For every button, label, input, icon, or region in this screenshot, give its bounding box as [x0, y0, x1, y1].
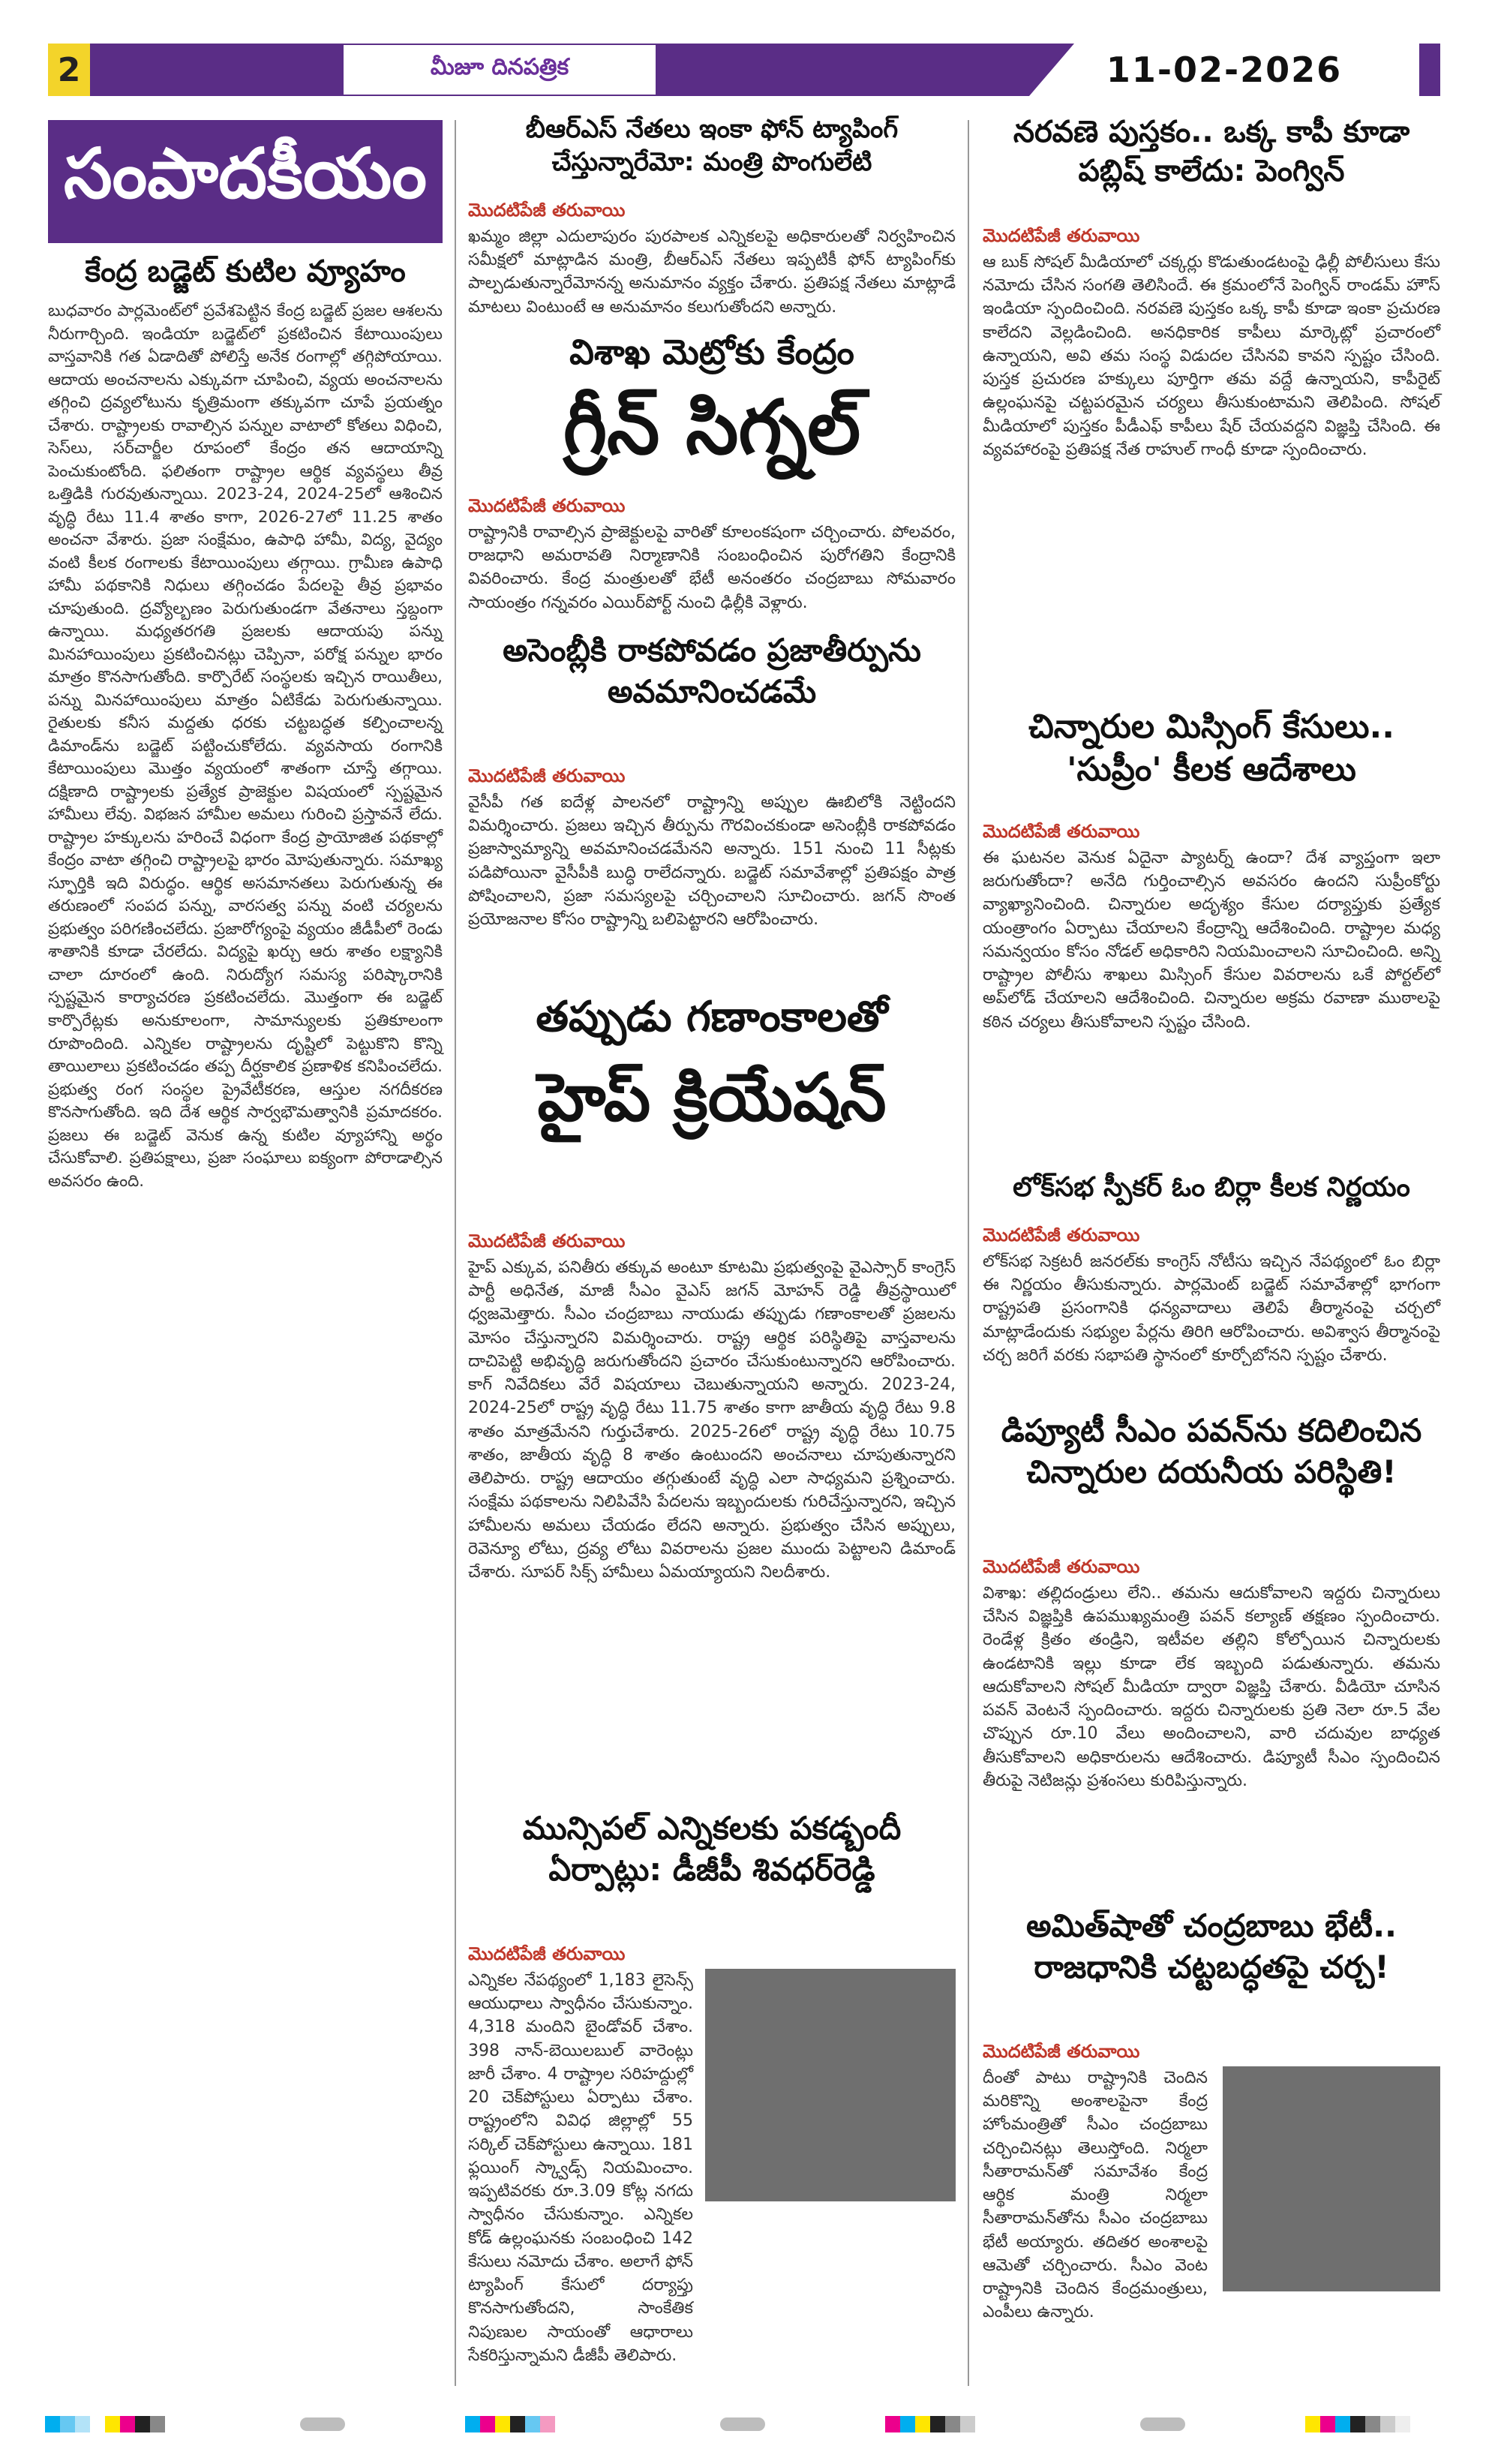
article-byline: మొదటిపేజీ తరువాయి	[468, 495, 626, 516]
editorial-body: బుధవారం పార్లమెంట్‌లో ప్రవేశపెట్టిన కేంద్ర బడ్జెట్ ప్రజల ఆశలను నీరుగార్చింది. ఇండియా బడ్జెట్‌లో ప్రకటించిన కేటాయింపులు వాస్తవానికి గత ఏడాదితో పోలిస్తే అనేక రంగాల్లో తగ్గిపోయాయి. ఆదాయ అంచనాలను ఎక్కువగా చూపించి, వ్యయ అంచనాలను తగ్గించి ద్రవ్యలోటును కృత్రిమంగా తక్కువగా చూపే ప్రయత్నం చేశారు. రాష్ట్రాలకు రావాల్సిన పన్నుల వాటాలో కోతలు విధించి, సెస్‌లు, సర్‌చార్జీల రూపంలో కేంద్రం తన ఆదాయాన్ని పెంచుకుంటోంది. ఫలితంగా రాష్ట్రాల ఆర్థిక వ్యవస్థలు తీవ్ర ఒత్తిడికి గురవుతున్నాయి. 2023-24, 2024-25లో ఆశించిన వృద్ధి రేటు 11.4 శాతం కాగా, 2026-27లో 11.25 శాతం అంచనా వేశారు. ప్రజా సంక్షేమం, ఉపాధి హామీ, విద్య, వైద్యం వంటి కీలక రంగాలకు కేటాయింపులు తగ్గాయి. గ్రామీణ ఉపాధి హామీ పథకానికి నిధులు తగ్గించడం పేదలపై తీవ్ర ప్రభావం చూపుతుంది. ద్రవ్యోల్బణం పెరుగుతుండగా వేతనాలు స్తబ్దంగా ఉన్నాయి. మధ్యతరగతి ప్రజలకు ఆదాయపు పన్ను మినహాయింపులు ప్రకటించినట్లు చెప్పినా, పరోక్ష పన్నుల భారం మాత్రం కొనసాగుతోంది. కార్పొరేట్ సంస్థలకు ఇచ్చిన రాయితీలు, పన్ను మినహాయింపులు మాత్రం ఏటికేడు పెరుగుతున్నాయి. రైతులకు కనీస మద్దతు ధరకు చట్టబద్ధత కల్పించాలన్న డిమాండ్‌ను బడ్జెట్ పట్టించుకోలేదు. వ్యవసాయ రంగానికి కేటాయింపులు మొత్తం వ్యయంలో శాతంగా చూస్తే తగ్గాయి. దక్షిణాది రాష్ట్రాలకు ప్రత్యేక ప్రాజెక్టుల విషయంలో స్పష్టమైన హామీలు లేవు. విభజన హామీల అమలు గురించి ప్రస్తావనే లేదు. రాష్ట్రాల హక్కులను హరించే విధంగా కేంద్ర ప్రాయోజిత పథకాల్లో కేంద్రం వాటా తగ్గించి రాష్ట్రాలపై భారం మోపుతున్నారు. సమాఖ్య స్ఫూర్తికి ఇది విరుద్ధం. ఆర్థిక అసమానతలు పెరుగుతున్న ఈ తరుణంలో సంపద పన్ను, వారసత్వ పన్ను వంటి చర్యలను ప్రభుత్వం పరిగణించలేదు. ప్రజారోగ్యంపై వ్యయం జీడీపీలో రెండు శాతానికి కూడా చేరలేదు. విద్యపై ఖర్చు ఆరు శాతం లక్ష్యానికి చాలా దూరంలో ఉంది. నిరుద్యోగ సమస్య పరిష్కారానికి స్పష్టమైన కార్యాచరణ ప్రకటించలేదు. మొత్తంగా ఈ బడ్జెట్ కార్పొరేట్లకు అనుకూలంగా, సామాన్యులకు ప్రతికూలంగా రూపొందింది. ఎన్నికల రాష్ట్రాలను దృష్టిలో పెట్టుకొని కొన్ని తాయిలాలు ప్రకటించడం తప్ప దీర్ఘకాలిక ప్రణాళిక కనిపించలేదు. ప్రభుత్వ రంగ సంస్థల ప్రైవేటీకరణ, ఆస్తుల నగదీకరణ కొనసాగుతోంది. ఇది దేశ ఆర్థిక సార్వభౌమత్వానికి ప్రమాదకరం. ప్రజలు ఈ బడ్జెట్ వెనుక ఉన్న కుటిల వ్యూహాన్ని అర్థం చేసుకోవాలి. ప్రతిపక్షాలు, ప్రజా సంఘాలు ఐక్యంగా పోరాడాల్సిన అవసరం ఉంది.	[48, 302, 443, 1191]
color-registration-strip	[45, 2416, 165, 2432]
article-body: ఆ బుక్ సోషల్ మీడియాలో చక్కర్లు కొడుతుండటంపై ఢిల్లీ పోలీసులు కేసు నమోదు చేసిన సంగతి తెలిసిందే. ఈ క్రమంలోనే పెంగ్విన్ రాండమ్ హౌస్ ఇండియా స్పందించింది. నరవణె పుస్తకం ఒక్క కాపీ కూడా ఇంకా ప్రచురణ కాలేదని వెల్లడించింది. అనధికారిక కాపీలు మార్కెట్లో ప్రచారంలో ఉన్నాయని, అవి తమ సంస్థ విడుదల చేసినవి కావని స్పష్టం చేసింది. పుస్తక ప్రచురణ హక్కులు పూర్తిగా తమ వద్దే ఉన్నాయని, కాపీరైట్ ఉల్లంఘనపై చట్టపరమైన చర్యలు తీసుకుంటామని తెలిపింది. సోషల్ మీడియాలో పుస్తకం పీడీఎఫ్ కాపీలు షేర్ చేయవద్దని విజ్ఞప్తి చేసింది. ఈ వ్యవహారంపై ప్రతిపక్ష నేత రాహుల్ గాంధీ కూడా స్పందించారు.	[983, 253, 1440, 459]
page-number: 2	[48, 44, 90, 96]
article-headline: తప్పుడు గణాంకాలతో	[536, 993, 888, 1041]
article-byline: మొదటిపేజీ తరువాయి	[468, 200, 626, 221]
editorial-section-banner: సంపాదకీయం	[48, 120, 443, 243]
article-body: లోక్‌సభ సెక్రటరీ జనరల్‌కు కాంగ్రెస్ నోటీసు ఇచ్చిన నేపథ్యంలో ఓం బిర్లా ఈ నిర్ణయం తీసుకున్నారు. పార్లమెంట్ బడ్జెట్ సమావేశాల్లో భాగంగా రాష్ట్రపతి ప్రసంగానికి ధన్యవాదాలు తెలిపే తీర్మానంపై చర్చలో మాట్లాడేందుకు సభ్యుల పేర్లను తిరిగి ఆరోపించారు. అవిశ్వాస తీర్మానంపై చర్చ జరిగే వరకు సభాపతి స్థానంలో కూర్చోబోనని స్పష్టం చేశారు.	[983, 1252, 1440, 1365]
article-headline-large: గ్రీన్ సిగ్నల్	[563, 383, 861, 471]
article-byline: మొదటిపేజీ తరువాయి	[468, 1230, 626, 1252]
article-body: రాష్ట్రానికి రావాల్సిన ప్రాజెక్టులపై వారితో కూలంకషంగా చర్చించారు. పోలవరం, రాజధాని అమరావతి నిర్మాణానికి సంబంధించిన పురోగతిని కేంద్రానికి వివరించారు. కేంద్ర మంత్రులతో భేటీ అనంతరం చంద్రబాబు సోమవారం సాయంత్రం గన్నవరం ఎయిర్‌పోర్ట్ నుంచి ఢిల్లీకి వెళ్లారు.	[468, 523, 956, 612]
issue-date: 11-02-2026	[1029, 44, 1419, 96]
article-headline: విశాఖ మెట్రోకు కేంద్రం	[569, 332, 854, 372]
article-byline: మొదటిపేజీ తరువాయి	[468, 1943, 626, 1964]
article-body: విశాఖ: తల్లిదండ్రులు లేని.. తమను ఆదుకోవాలని ఇద్దరు చిన్నారులు చేసిన విజ్ఞప్తికి ఉపముఖ్యమంత్రి పవన్ కల్యాణ్‌ తక్షణం స్పందించారు. రెండేళ్ల క్రితం తండ్రిని, ఇటీవల తల్లిని కోల్పోయిన చిన్నారులకు ఉండటానికి ఇల్లు కూడా లేక ఇబ్బంది పడుతున్నారు. తమను ఆదుకోవాలని సోషల్ మీడియా ద్వారా విజ్ఞప్తి చేశారు. వీడియో చూసిన పవన్ వెంటనే స్పందించారు. ఇద్దరు చిన్నారులకు ప్రతి నెలా రూ.5 వేల చొప్పున రూ.10 వేలు అందించాలని, వారి చదువుల బాధ్యత తీసుకోవాలని అధికారులను ఆదేశించారు. డిప్యూటీ సీఎం స్పందించిన తీరుపై నెటిజన్లు ప్రశంసలు కురిపిస్తున్నారు.	[983, 1584, 1440, 1790]
article-byline: మొదటిపేజీ తరువాయి	[983, 1224, 1140, 1246]
dgp-photo	[705, 1969, 956, 2201]
column-divider	[968, 120, 969, 2386]
article-headline: లోక్‌సభ స్పీకర్ ఓం బిర్లా కీలక నిర్ణయం	[1013, 1172, 1410, 1203]
article-body: ఈ ఘటనల వెనుక ఏదైనా ప్యాటర్న్ ఉందా? దేశ వ్యాప్తంగా ఇలా జరుగుతోందా? అనేది గుర్తించాల్సిన అవసరం ఉందని సుప్రీంకోర్టు వ్యాఖ్యానించింది. చిన్నారుల అదృశ్యం కేసుల దర్యాప్తుకు ప్రత్యేక యంత్రాంగం ఏర్పాటు చేయాలని కేంద్రాన్ని ఆదేశించింది. రాష్ట్రాల మధ్య సమన్వయం కోసం నోడల్ అధికారిని నియమించాలని సూచించింది. అన్ని రాష్ట్రాల పోలీసు శాఖలు మిస్సింగ్ కేసుల వివరాలను ఒకే పోర్టల్‌లో అప్‌లోడ్ చేయాలని ఆదేశించింది. చిన్నారుల అక్రమ రవాణా ముఠాలపై కఠిన చర్యలు తీసుకోవాలని స్పష్టం చేసింది.	[983, 849, 1440, 1032]
article-byline: మొదటిపేజీ తరువాయి	[468, 765, 626, 786]
registration-oval	[1140, 2417, 1185, 2431]
article-body: వైసీపీ గత ఐదేళ్ల పాలనలో రాష్ట్రాన్ని అప్పుల ఊబిలోకి నెట్టిందని విమర్శించారు. ప్రజలు ఇచ్చిన తీర్పును గౌరవించకుండా అసెంబ్లీకి రాకపోవడం ప్రజాస్వామ్యాన్ని అవమానించడమేనని అన్నారు. 151 నుంచి 11 సీట్లకు పడిపోయినా వైసీపీకి బుద్ధి రాలేదన్నారు. బడ్జెట్ సమావేశాల్లో ప్రతిపక్షం పాత్ర పోషించాలని, ప్రజా సమస్యలపై చర్చించాలని సూచించారు. జగన్ సొంత ప్రయోజనాల కోసం రాష్ట్రాన్ని బలిపెట్టారని ఆరోపించారు.	[468, 793, 956, 930]
article-headline-large: హైప్ క్రియేషన్	[537, 1059, 887, 1136]
meeting-photo	[1223, 2066, 1440, 2291]
article-headline: అసెంబ్లీకి రాకపోవడం ప్రజాతీర్పును అవమానించడమే	[503, 632, 921, 710]
article-byline: మొదటిపేజీ తరువాయి	[983, 821, 1140, 842]
article-headline: బీఆర్ఎస్ నేతలు ఇంకా ఫోన్ ట్యాపింగ్ చేస్తున్నారేమో: మంత్రి పొంగులేటి	[525, 114, 899, 178]
article-byline: మొదటిపేజీ తరువాయి	[983, 225, 1140, 246]
registration-oval	[300, 2417, 345, 2431]
article-headline: డిప్యూటీ సీఎం పవన్‌ను కదిలించిన చిన్నారుల దయనీయ పరిస్థితి!	[1001, 1412, 1422, 1490]
article-headline: అమిత్‌షాతో చంద్రబాబు భేటీ.. రాజధానికి చట్టబద్ధతపై చర్చ!	[1025, 1907, 1397, 1985]
article-byline: మొదటిపేజీ తరువాయి	[983, 1556, 1140, 1577]
color-registration-strip	[885, 2416, 975, 2432]
article-headline: నరవణె పుస్తకం.. ఒక్క కాపీ కూడా పబ్లిష్ కాలేదు: పెంగ్విన్	[1013, 115, 1410, 188]
article-body: దీంతో పాటు రాష్ట్రానికి చెందిన మరికొన్ని అంశాలపైనా కేంద్ర హోంమంత్రితో సీఎం చంద్రబాబు చర్చించినట్లు తెలుస్తోంది. నిర్మలా సీతారామన్‌తో సమావేశం కేంద్ర ఆర్థిక మంత్రి నిర్మలా సీతారామన్‌తోను సీఎం చంద్రబాబు భేటీ అయ్యారు. తదితర అంశాలపై ఆమెతో చర్చించారు. సీఎం వెంట రాష్ట్రానికి చెందిన కేంద్రమంత్రులు, ఎంపీలు ఉన్నారు.	[983, 2069, 1208, 2322]
color-registration-strip	[465, 2416, 555, 2432]
column-divider	[455, 120, 456, 2386]
article-headline: మున్సిపల్ ఎన్నికలకు పకడ్బందీ ఏర్పాట్లు: డీజీపీ శివధర్‌రెడ్డి	[522, 1810, 902, 1888]
article-byline: మొదటిపేజీ తరువాయి	[983, 2041, 1140, 2062]
color-registration-strip	[1305, 2416, 1410, 2432]
registration-oval	[720, 2417, 765, 2431]
editorial-headline: కేంద్ర బడ్జెట్ కుటిల వ్యూహం	[85, 254, 406, 289]
masthead-logo: మీజూ దినపత్రిక	[342, 44, 657, 96]
article-body: ఎన్నికల నేపథ్యంలో 1,183 లైసెన్స్ ఆయుధాలు స్వాధీనం చేసుకున్నాం. 4,318 మందిని బైండోవర్ చేశాం. 398 నాన్-బెయిలబుల్ వారెంట్లు జారీ చేశాం. 4 రాష్ట్రాల సరిహద్దుల్లో 20 చెక్‌పోస్టులు ఏర్పాటు చేశాం. రాష్ట్రంలోని వివిధ జిల్లాల్లో 55 సర్కిల్ చెక్‌పోస్టులు ఉన్నాయి. 181 ఫ్లయింగ్ స్క్వాడ్స్ నియమించాం. ఇప్పటివరకు రూ.3.09 కోట్ల నగదు స్వాధీనం చేసుకున్నాం. ఎన్నికల కోడ్ ఉల్లంఘనకు సంబంధించి 142 కేసులు నమోదు చేశాం. అలాగే ఫోన్ ట్యాపింగ్ కేసులో దర్యాప్తు కొనసాగుతోందని, సాంకేతిక నిపుణుల సాయంతో ఆధారాలు సేకరిస్తున్నామని డీజీపీ తెలిపారు.	[468, 1971, 693, 2365]
article-body: హైప్ ఎక్కువ, పనితీరు తక్కువ అంటూ కూటమి ప్రభుత్వంపై వైఎస్సార్ కాంగ్రెస్ పార్టీ అధినేత, మాజీ సీఎం వైఎస్ జగన్ మోహన్ రెడ్డి తీవ్రస్థాయిలో ధ్వజమెత్తారు. సీఎం చంద్రబాబు నాయుడు తప్పుడు గణాంకాలతో ప్రజలను మోసం చేస్తున్నారని విమర్శించారు. రాష్ట్ర ఆర్థిక పరిస్థితిపై వాస్తవాలను దాచిపెట్టి అభివృద్ధి జరుగుతోందని ప్రచారం చేసుకుంటున్నారని ఆరోపించారు. కాగ్ నివేదికలు వేరే విషయాలు చెబుతున్నాయని అన్నారు. 2023-24, 2024-25లో రాష్ట్ర వృద్ధి రేటు 11.75 శాతం కాగా జాతీయ వృద్ధి రేటు 9.8 శాతం మాత్రమేనని గుర్తుచేశారు. 2025-26లో రాష్ట్ర వృద్ధి రేటు 10.75 శాతం, జాతీయ వృద్ధి 8 శాతం ఉంటుందని అంచనాలు చూపుతున్నారని తెలిపారు. రాష్ట్ర ఆదాయం తగ్గుతుంటే వృద్ధి ఎలా సాధ్యమని ప్రశ్నించారు. సంక్షేమ పథకాలను నిలిపివేసి పేదలను ఇబ్బందులకు గురిచేస్తున్నారని, ఇచ్చిన హామీలను అమలు చేయడం లేదని అన్నారు. ప్రభుత్వం చేసిన అప్పులు, రెవెన్యూ లోటు, ద్రవ్య లోటు వివరాలను ప్రజల ముందు పెట్టాలని డిమాండ్ చేశారు. సూపర్ సిక్స్ హామీలు ఏమయ్యాయని నిలదీశారు.	[468, 1258, 956, 1582]
article-body: ఖమ్మం జిల్లా ఎదులాపురం పురపాలక ఎన్నికలపై అధికారులతో నిర్వహించిన సమీక్షలో మాట్లాడిన మంత్రి, బీఆర్ఎస్ నేతలు ఇప్పటికీ ఫోన్ ట్యాపింగ్‌కు పాల్పడుతున్నారేమోనన్న అనుమానం వ్యక్తం చేశారు. ప్రతిపక్ష నేతలు మాట్లాడే మాటలు వింటుంటే ఆ అనుమానం కలుగుతోందని అన్నారు.	[468, 227, 956, 317]
article-headline: చిన్నారుల మిస్సింగ్ కేసులు.. 'సుప్రీం' కీలక ఆదేశాలు	[1028, 708, 1394, 789]
